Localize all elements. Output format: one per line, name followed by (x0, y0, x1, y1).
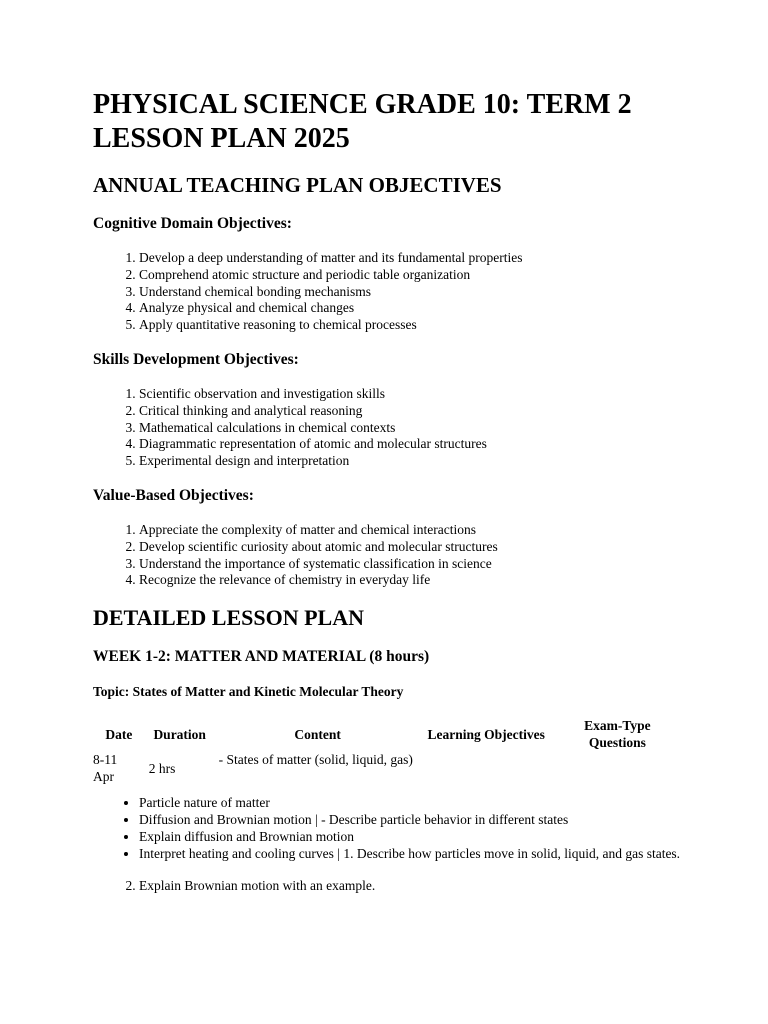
table-header-row (93, 717, 683, 751)
list-item: 2. Develop scientific curiosity about atomic and molecular structures (139, 539, 683, 556)
list-item: • Explain diffusion and Brownian motion (139, 829, 683, 846)
list-item: 2. Comprehend atomic structure and periodic table organization (139, 267, 683, 284)
content-bullet-list (93, 795, 683, 862)
cognitive-heading: Cognitive Domain Objectives: (93, 215, 292, 232)
cell-objectives (421, 751, 552, 785)
column-header-duration: Duration (153, 726, 206, 742)
lesson-table (93, 717, 683, 785)
list-item: 3. Understand chemical bonding mechanisms (139, 284, 683, 301)
list-item: 4. Analyze physical and chemical changes (139, 300, 683, 317)
column-header-date: Date (105, 726, 133, 742)
cell-date: 8-11 Apr (93, 752, 118, 785)
list-item: • Interpret heating and cooling curves | 1. Describe how particles move in solid, liquid, and gas states. (139, 846, 683, 863)
list-item: 4. Recognize the relevance of chemistry in everyday life (139, 572, 683, 589)
values-list (93, 522, 683, 589)
cell-exam-questions (552, 751, 683, 785)
exam-question-list (93, 878, 683, 895)
detailed-plan-heading: DETAILED LESSON PLAN (93, 605, 364, 631)
skills-list (93, 386, 683, 470)
cognitive-list (93, 250, 683, 334)
list-item: 1. Develop a deep understanding of matter and its fundamental properties (139, 250, 683, 267)
list-item: • Diffusion and Brownian motion | - Describe particle behavior in different states (139, 812, 683, 829)
list-item: 4. Diagrammatic representation of atomic and molecular structures (139, 436, 683, 453)
annual-plan-heading: ANNUAL TEACHING PLAN OBJECTIVES (93, 173, 502, 197)
list-item: • Particle nature of matter (139, 795, 683, 812)
list-item: 3. Understand the importance of systematic classification in science (139, 556, 683, 573)
column-header-objectives: Learning Objectives (427, 726, 545, 742)
list-item: 2. Critical thinking and analytical reasoning (139, 403, 683, 420)
table-row (93, 751, 683, 785)
list-item: 2. Explain Brownian motion with an example. (139, 878, 683, 895)
cell-duration: 2 hrs (148, 760, 176, 776)
list-item: 5. Experimental design and interpretation (139, 453, 683, 470)
list-item: 1. Appreciate the complexity of matter and chemical interactions (139, 522, 683, 539)
page-title: PHYSICAL SCIENCE GRADE 10: TERM 2 LESSON PLAN 2025 (93, 89, 632, 154)
topic-heading: Topic: States of Matter and Kinetic Molecular Theory (93, 684, 404, 700)
week-heading: WEEK 1-2: MATTER AND MATERIAL (8 hours) (93, 648, 430, 666)
cell-content: - States of matter (solid, liquid, gas) (218, 752, 413, 768)
list-item: 1. Scientific observation and investigation skills (139, 386, 683, 403)
document-page (93, 88, 683, 911)
list-item: 3. Mathematical calculations in chemical contexts (139, 420, 683, 437)
list-item: 5. Apply quantitative reasoning to chemical processes (139, 317, 683, 334)
column-header-exam-questions: Exam-Type Questions (584, 718, 651, 751)
skills-heading: Skills Development Objectives: (93, 350, 299, 368)
column-header-content: Content (294, 726, 341, 742)
values-heading: Value-Based Objectives: (93, 486, 254, 504)
